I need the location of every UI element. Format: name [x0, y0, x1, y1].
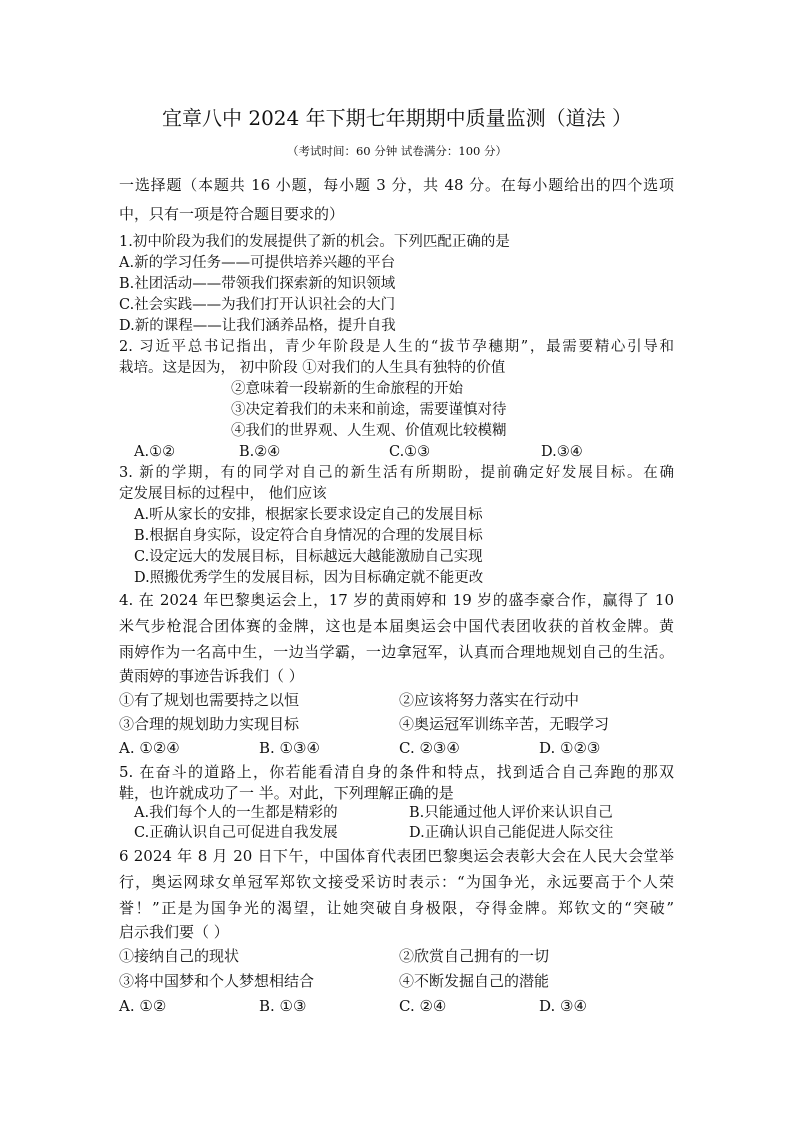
q5-option-a: A.我们每个人的一生都是精彩的	[134, 805, 338, 821]
q2-statement-2: ②意味着一段崭新的生命旅程的开始	[231, 381, 463, 397]
q6-stem-line3: 誉！”正是为国争光的渴望，让她突破自身极限，夺得金牌。郑钦文的“突破”	[119, 899, 674, 917]
q5-option-b: B.只能通过他人评价来认识自己	[409, 805, 613, 821]
q1-stem: 1.初中阶段为我们的发展提供了新的机会。下列匹配正确的是	[119, 234, 510, 250]
q3-stem-line1: 3. 新的学期，有的同学对自己的新生活有所期盼，提前确定好发展目标。在确	[119, 465, 674, 481]
q2-option-c: C.①③	[389, 444, 431, 460]
q6-stem-line1: 6 2024 年 8 月 20 日下午，中国体育代表团巴黎奥运会表彰大会在人民大会堂举	[119, 847, 674, 865]
q6-option-a: A. ①②	[119, 997, 167, 1015]
q4-stem-line1: 4. 在 2024 年巴黎奥运会上，17 岁的黄雨婷和 19 岁的盛李豪合作，赢得了 10	[119, 591, 674, 609]
section-instruction-line1: 一选择题（本题共 16 小题，每小题 3 分，共 48 分。在每小题给出的四个选项	[119, 176, 674, 194]
q5-stem-line1: 5. 在奋斗的道路上，你若能看清自身的条件和特点，找到适合自己奔跑的那双	[119, 763, 674, 781]
q2-statement-4: ④我们的世界观、人生观、价值观比较模糊	[231, 423, 507, 439]
q4-option-c: C. ②③④	[399, 739, 460, 757]
q5-stem-line2: 鞋，也许就成功了一 半。对此，下列理解正确的是	[119, 784, 454, 802]
q2-option-d: D.③④	[541, 444, 583, 460]
q6-stem-line2: 行，奥运网球女单冠军郑钦文接受采访时表示：“为国争光，永远要高于个人荣	[119, 873, 674, 891]
q3-option-a: A.听从家长的安排，根据家长要求设定自己的发展目标	[134, 507, 483, 523]
q6-statement-3: ③将中国梦和个人梦想相结合	[119, 972, 315, 990]
q4-stem-line2: 米气步枪混合团体赛的金牌，这也是本届奥运会中国代表团收获的首枚金牌。黄	[119, 617, 674, 635]
q4-statement-4: ④奥运冠军训练辛苦，无暇学习	[399, 715, 610, 733]
q1-option-d: D.新的课程——让我们涵养品格，提升自我	[119, 318, 396, 334]
q3-stem-line2: 定发展目标的过程中， 他们应该	[119, 486, 327, 502]
q3-option-b: B.根据自身实际，设定符合自身情况的合理的发展目标	[134, 528, 483, 544]
q4-stem-line3: 雨婷作为一名高中生，一边当学霸，一边拿冠军，认真而合理地规划自己的生活。	[119, 643, 674, 661]
q6-option-c: C. ②④	[399, 997, 447, 1015]
q5-option-d: D.正确认识自己能促进人际交往	[409, 825, 614, 841]
q4-statement-2: ②应该将努力落实在行动中	[399, 691, 580, 709]
q4-option-a: A. ①②④	[119, 739, 180, 757]
exam-subtitle: （考试时间：60 分钟 试卷满分：100 分）	[286, 144, 508, 158]
q2-stem-line1: 2. 习近平总书记指出，青少年阶段是人生的“拔节孕穗期”，最需要精心引导和	[119, 339, 674, 355]
q2-option-b: B.②④	[239, 444, 281, 460]
q6-statement-2: ②欣赏自己拥有的一切	[399, 947, 550, 965]
section-instruction-line2: 中，只有一项是符合题目要求的）	[119, 205, 345, 223]
q5-option-c: C.正确认识自己可促进自我发展	[134, 825, 338, 841]
q2-statement-3: ③决定着我们的未来和前途，需要谨慎对待	[231, 402, 507, 418]
q6-option-b: B. ①③	[259, 997, 307, 1015]
q2-option-a: A.①②	[134, 444, 176, 460]
exam-title: 宜章八中 2024 年下期七年期期中质量监测（道法 ）	[162, 106, 632, 130]
q6-statement-1: ①接纳自己的现状	[119, 947, 240, 965]
q1-option-a: A.新的学习任务——可提供培养兴趣的平台	[119, 255, 396, 271]
q4-statement-1: ①有了规划也需要持之以恒	[119, 691, 300, 709]
q6-stem-line4: 启示我们要（ ）	[119, 923, 229, 941]
q4-option-d: D. ①②③	[539, 739, 601, 757]
q1-option-c: C.社会实践——为我们打开认识社会的大门	[119, 297, 396, 313]
q3-option-d: D.照搬优秀学生的发展目标，因为目标确定就不能更改	[134, 570, 484, 586]
q4-option-b: B. ①③④	[259, 739, 320, 757]
q4-stem-line4: 黄雨婷的事迹告诉我们（ ）	[119, 667, 304, 685]
q4-statement-3: ③合理的规划助力实现目标	[119, 715, 300, 733]
q1-option-b: B.社团活动——带领我们探索新的知识领域	[119, 276, 396, 292]
q3-option-c: C.设定远大的发展目标，目标越远大越能激励自己实现	[134, 549, 483, 565]
q6-option-d: D. ③④	[539, 997, 587, 1015]
q6-statement-4: ④不断发掘自己的潜能	[399, 972, 550, 990]
q2-stem-line2: 栽培。这是因为， 初中阶段 ①对我们的人生具有独特的价值	[119, 360, 506, 376]
